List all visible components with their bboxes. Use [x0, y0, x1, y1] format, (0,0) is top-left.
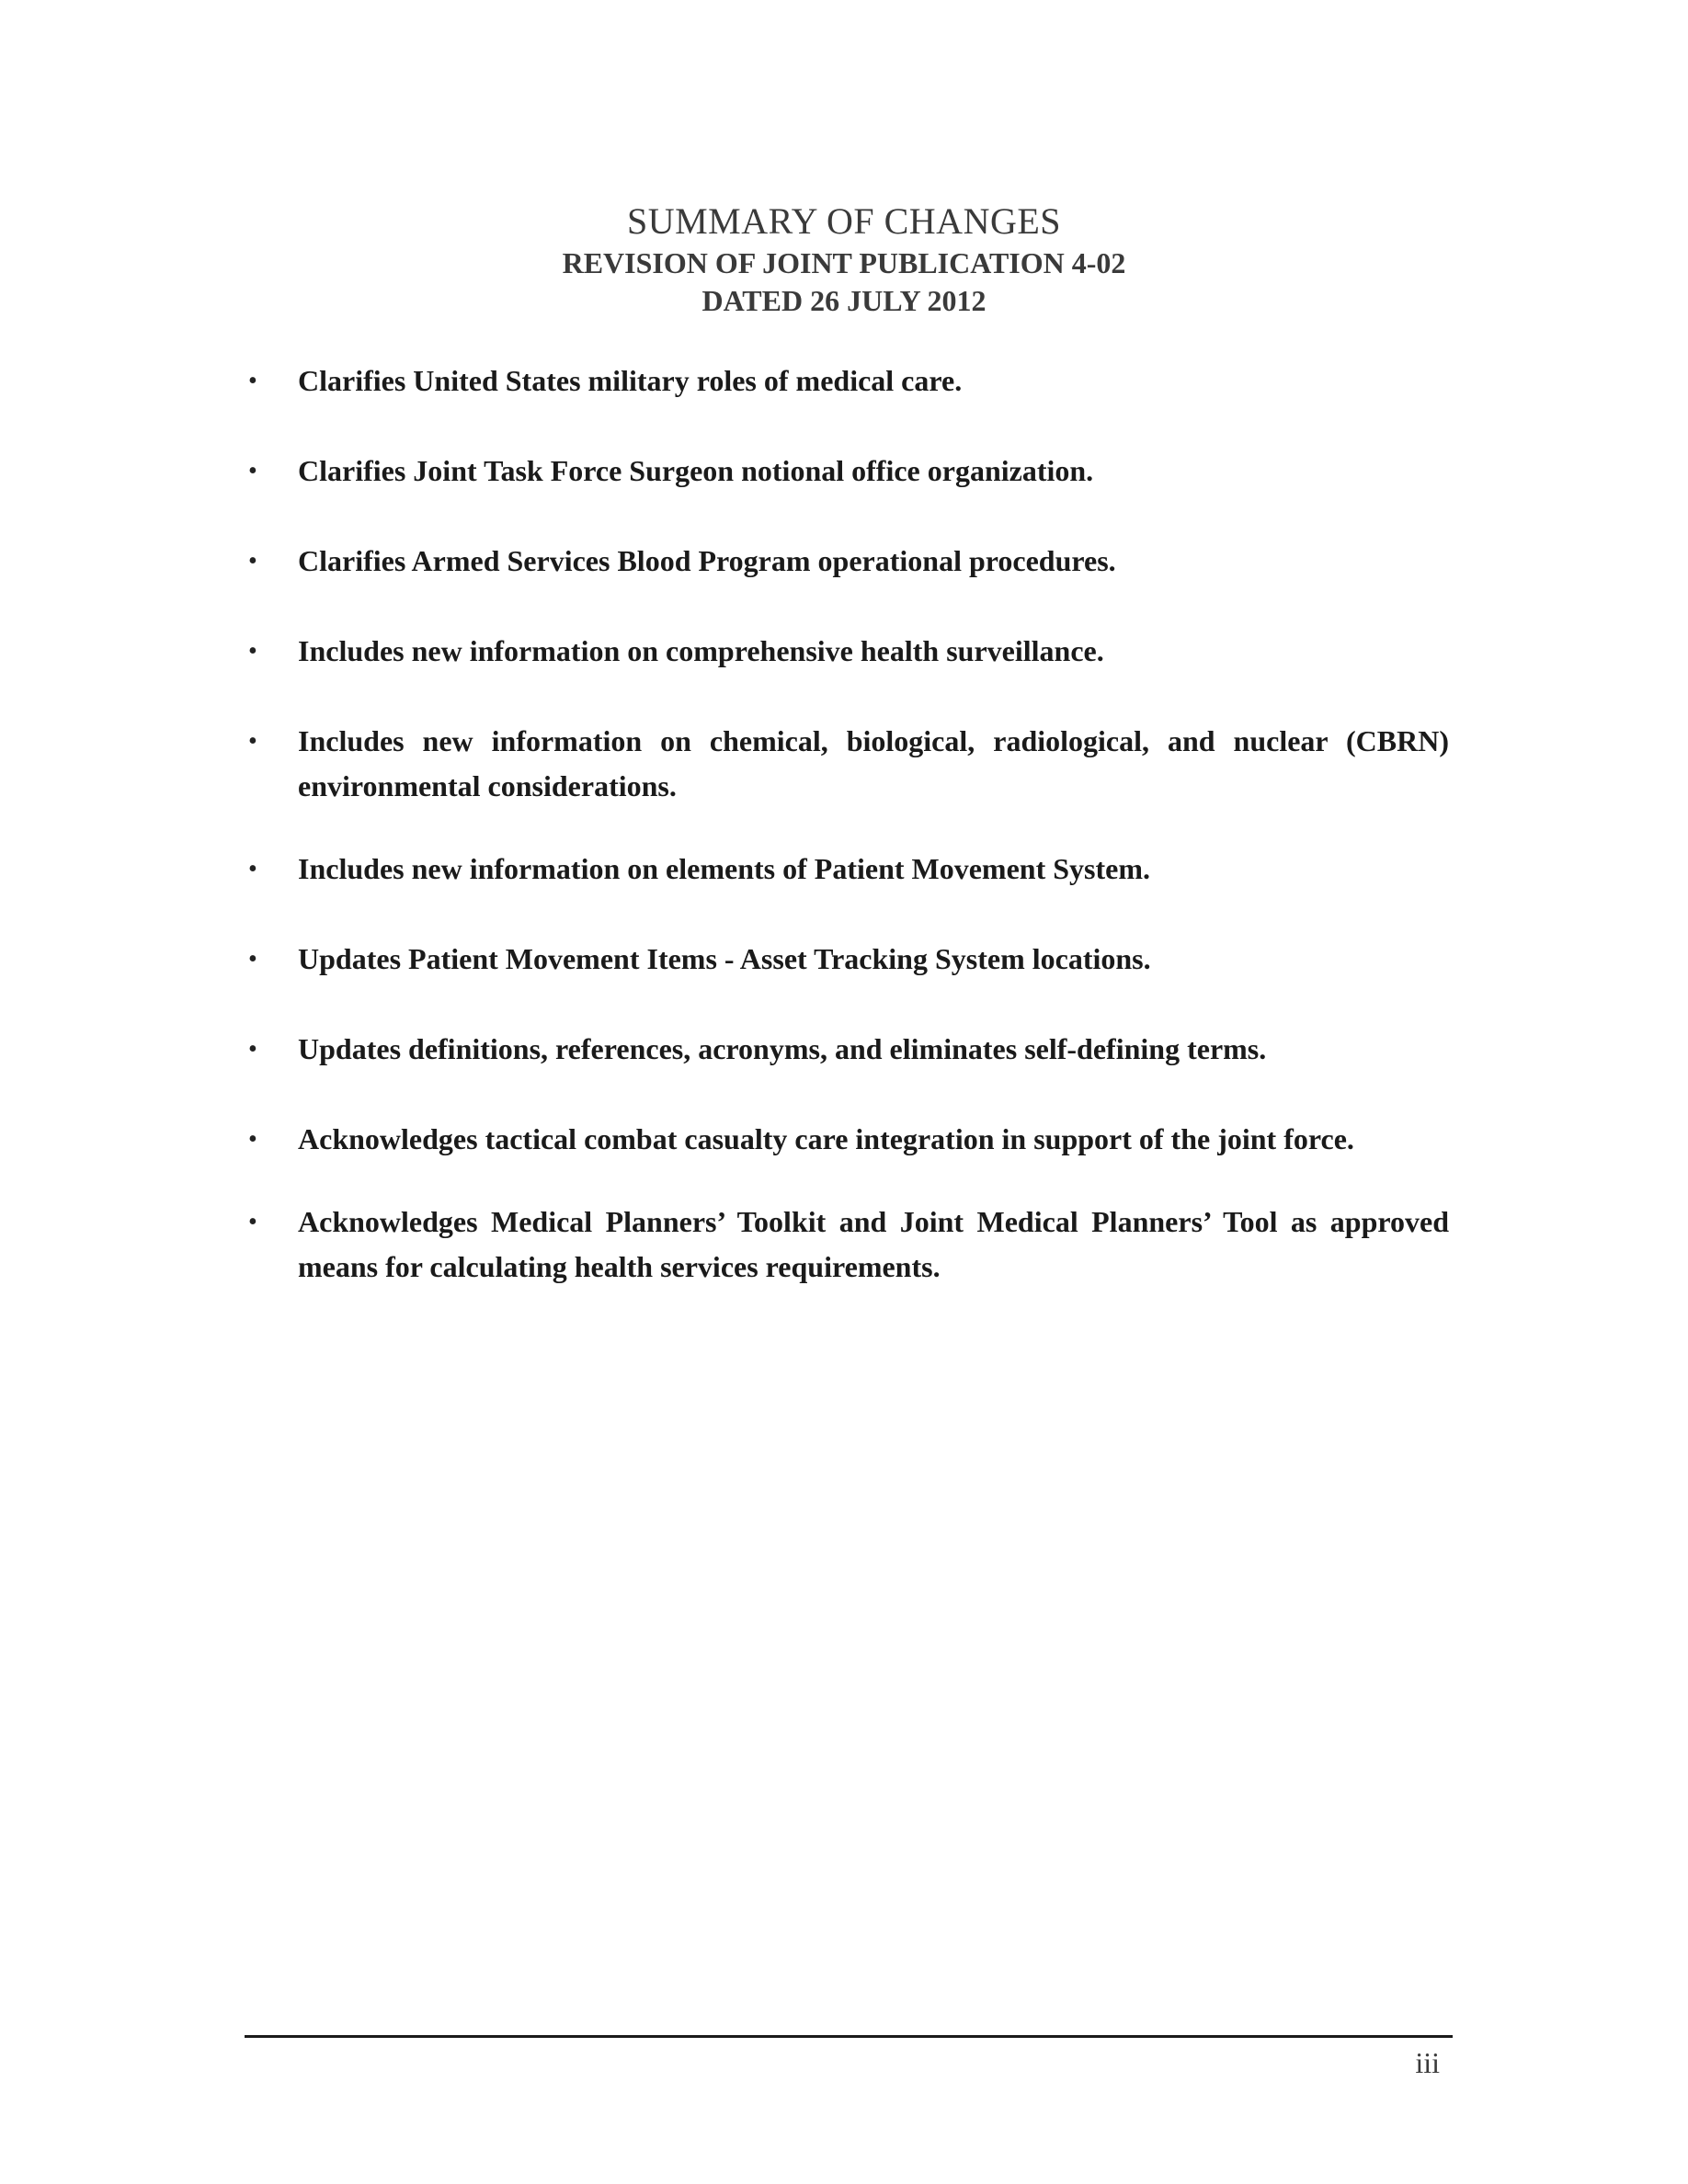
list-item-text: Updates Patient Movement Items - Asset Tracking System locations.: [298, 942, 1151, 975]
list-item: [248, 1027, 1449, 1072]
list-item: [248, 847, 1449, 892]
bullet-icon: •: [248, 945, 257, 973]
list-item: [248, 1200, 1449, 1290]
list-item: [248, 539, 1449, 584]
publication-date-line: DATED 26 JULY 2012: [701, 284, 987, 317]
list-item: [248, 719, 1449, 809]
list-item-text: Clarifies Joint Task Force Surgeon notional office organization.: [298, 454, 1094, 487]
publication-revision-line: REVISION OF JOINT PUBLICATION 4-02: [562, 246, 1126, 279]
list-item: [248, 629, 1449, 674]
bullet-icon: •: [248, 1125, 257, 1154]
list-item: [248, 1117, 1449, 1162]
list-item-text: Includes new information on elements of Patient Movement System.: [298, 852, 1150, 885]
list-item-text: Clarifies United States military roles of medical care.: [298, 364, 963, 397]
bullet-icon: •: [248, 637, 257, 665]
footer-divider: [245, 2035, 1453, 2038]
list-item-text: Updates definitions, references, acronyms, and eliminates self-defining terms.: [298, 1032, 1267, 1065]
list-item-text: Acknowledges tactical combat casualty care integration in support of the joint force.: [298, 1122, 1354, 1155]
page-number: iii: [1415, 2046, 1440, 2079]
bullet-icon: •: [248, 367, 257, 395]
list-item: [248, 449, 1449, 494]
list-item: [248, 937, 1449, 982]
list-item-text: Clarifies Armed Services Blood Program operational procedures.: [298, 544, 1116, 577]
bullet-icon: •: [248, 855, 257, 883]
bullet-icon: •: [248, 727, 257, 756]
list-item: [248, 358, 1449, 404]
changes-list: [248, 358, 1449, 1327]
list-item-text: Includes new information on chemical, biological, radiological, and nuclear (CBRN) environmental considerations.: [298, 724, 1449, 802]
bullet-icon: •: [248, 1035, 257, 1064]
page-header: [0, 199, 1688, 320]
page-title: SUMMARY OF CHANGES: [626, 200, 1062, 242]
bullet-icon: •: [248, 1208, 257, 1236]
bullet-icon: •: [248, 547, 257, 575]
bullet-icon: •: [248, 457, 257, 485]
list-item-text: Acknowledges Medical Planners’ Toolkit and Joint Medical Planners’ Tool as approved means for calculating health services requirements.: [298, 1205, 1449, 1283]
list-item-text: Includes new information on comprehensive health surveillance.: [298, 634, 1104, 667]
